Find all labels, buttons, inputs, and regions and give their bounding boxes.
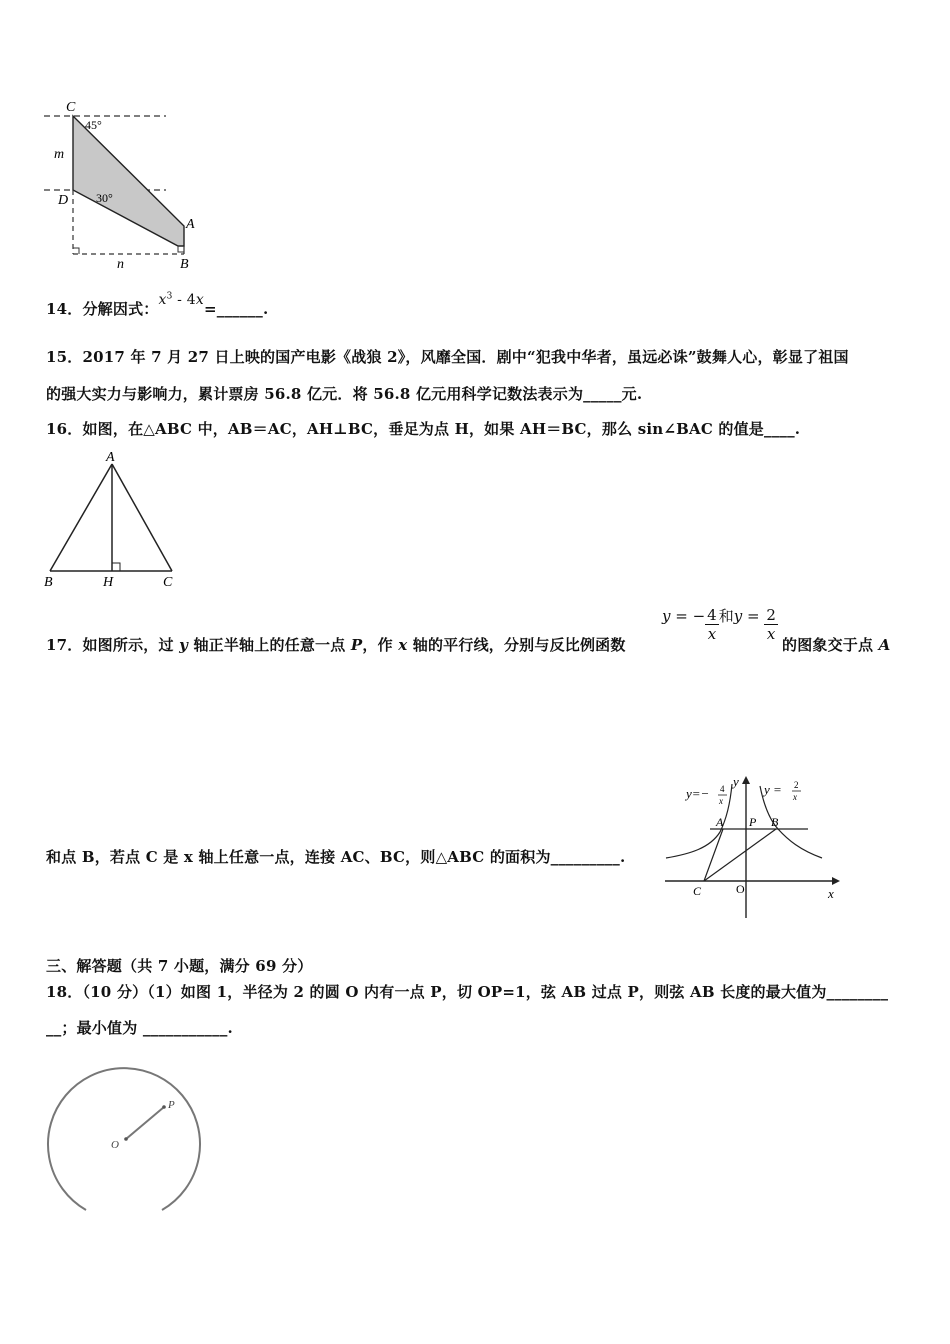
q17-f2-fraction [764, 606, 778, 643]
label-c: C [163, 575, 173, 590]
segment-op [126, 1107, 164, 1139]
q14-tail: =______. [203, 300, 269, 318]
label-30: 30° [96, 191, 113, 205]
question-14 [46, 291, 269, 319]
q17-var-p: P [350, 636, 363, 654]
q17-text-b: 轴正半轴上的任意一点 [188, 636, 351, 654]
label-b: B [44, 575, 53, 590]
q14-var-x: x [158, 292, 167, 308]
question-17-line1 [46, 634, 626, 655]
q17-f1-lhs: y = − [662, 606, 706, 625]
q17-formulas [662, 606, 778, 643]
q17-f2-num: 2 [766, 606, 776, 624]
label-o: O [111, 1139, 119, 1151]
label-y-axis: y [733, 774, 739, 789]
point-o [124, 1137, 128, 1141]
label-n: n [117, 257, 124, 272]
point-p [162, 1105, 166, 1109]
section-3-title: 三、解答题（共 7 小题，满分 69 分） [46, 957, 313, 975]
question-15-line2: 的强大实力与影响力，累计票房 56.8 亿元．将 56.8 亿元用科学记数法表示为_____元. [46, 385, 643, 403]
q14-expression [158, 292, 204, 308]
label-b: B [771, 815, 779, 829]
figure-q18 [44, 1056, 214, 1216]
label-o: O [736, 882, 745, 896]
q17-text-a: 17．如图所示，过 [46, 636, 180, 654]
question-18-line1: 18．（10 分）（1）如图 1，半径为 2 的圆 O 内有一点 P，切 OP=1，弦 AB 过点 P，则弦 AB 长度的最大值为________ [46, 983, 889, 1001]
q17-var-a: A [878, 636, 891, 654]
label-c: C [693, 884, 702, 898]
figure-q13 [40, 98, 210, 273]
label-eq-right: y = [764, 782, 782, 797]
label-45: 45° [85, 118, 102, 132]
q17-f1-fraction [705, 606, 719, 643]
q17-f1-num: 4 [707, 606, 717, 624]
label-a: A [716, 815, 724, 829]
label-x-axis: x [828, 886, 834, 901]
right-angle-mark-right [178, 246, 184, 252]
q17-f2-den: x [766, 625, 776, 643]
right-angle-mark [112, 563, 120, 571]
figure-q16 [42, 448, 182, 593]
question-17-line1-tail [782, 634, 890, 655]
label-eq-right-num: 2 [794, 780, 799, 790]
x-axis-arrow [832, 877, 840, 885]
q17-var-y: y [179, 636, 189, 654]
q14-minus-four: - 4 [172, 292, 196, 308]
question-15-line1: 15．2017 年 7 月 27 日上映的国产电影《战狼 2》，风靡全国．剧中“犯我中华者，虽远必诛”鼓舞人心，彰显了祖国 [46, 348, 849, 366]
q17-text-d: 轴的平行线，分别与反比例函数 [407, 636, 626, 654]
q17-var-x: x [398, 636, 408, 654]
q17-text-e: 的图象交于点 [782, 636, 879, 654]
label-eq-left: y=− [686, 786, 710, 801]
q14-number: 14．分解因式： [46, 300, 159, 318]
q17-f1-den: x [707, 625, 717, 643]
label-p: P [749, 815, 757, 829]
label-b: B [180, 257, 189, 272]
question-18-line2: __；最小值为 ___________. [46, 1019, 233, 1037]
q17-and: 和 [718, 606, 734, 625]
label-h: H [103, 575, 114, 590]
label-d: D [58, 193, 69, 208]
y-axis-arrow [742, 776, 750, 784]
side-ac [112, 464, 172, 571]
label-c: C [66, 100, 76, 115]
shaded-region [73, 116, 184, 246]
q14-var-x2: x [195, 292, 204, 308]
label-p: P [168, 1099, 175, 1111]
question-17-line2: 和点 B，若点 C 是 x 轴上任意一点，连接 AC、BC，则△ABC 的面积为_________. [46, 848, 626, 866]
figure-q17 [660, 770, 845, 922]
q14-exponent: 3 [166, 291, 173, 302]
label-m: m [54, 147, 65, 162]
circle-o [48, 1068, 200, 1210]
label-eq-left-num: 4 [720, 784, 725, 794]
segment-cb [704, 829, 776, 881]
q17-f2-lhs: y = [733, 606, 760, 625]
q17-text-c: ，作 [362, 636, 399, 654]
label-eq-left-den: x [719, 796, 723, 806]
segment-ca [704, 829, 723, 881]
label-eq-right-den: x [793, 792, 797, 802]
label-a: A [186, 217, 195, 232]
side-ab [50, 464, 112, 571]
right-angle-mark-left [73, 248, 79, 254]
question-16: 16．如图，在△ABC 中，AB＝AC，AH⊥BC，垂足为点 H，如果 AH＝BC，那么 sin∠BAC 的值是____. [46, 420, 801, 438]
label-a: A [106, 450, 115, 465]
